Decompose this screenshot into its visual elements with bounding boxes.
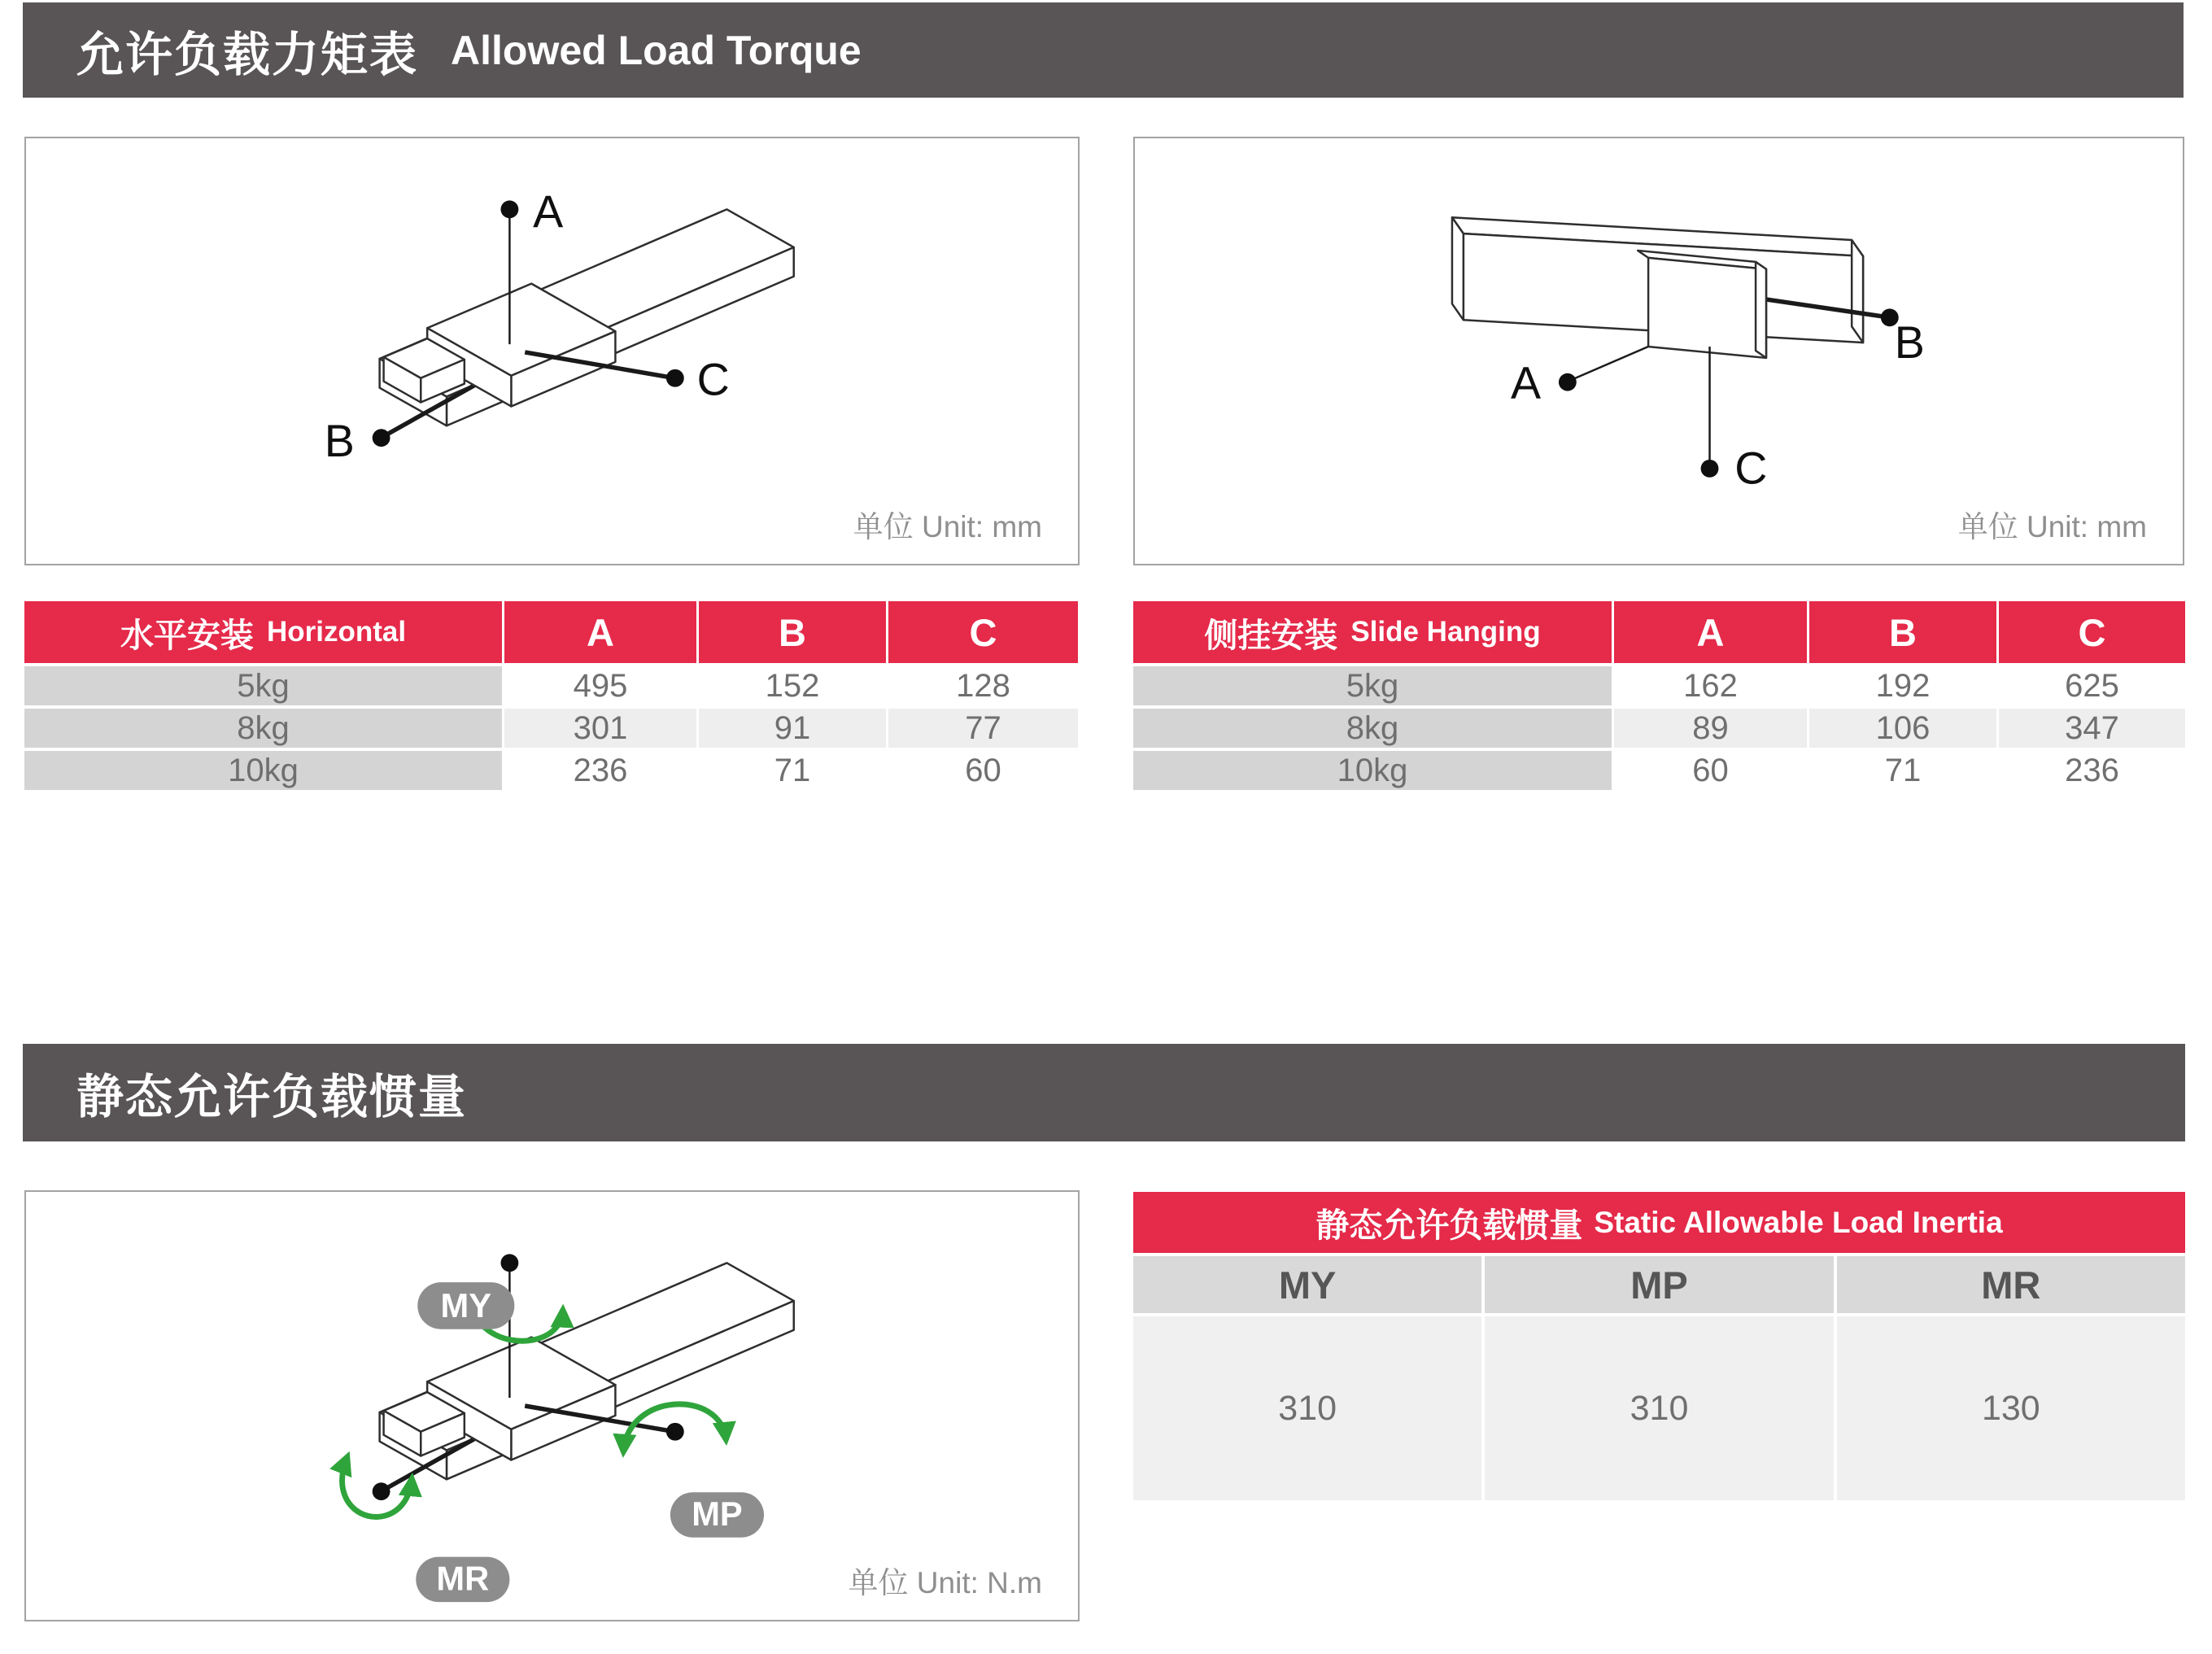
inertia-subheader-row — [1133, 1256, 2185, 1313]
horizontal-mount-diagram-panel — [24, 137, 1080, 565]
b-axis-dot — [373, 429, 390, 447]
mr-badge — [416, 1557, 509, 1603]
value-cell-b: 71 — [699, 751, 886, 790]
c-axis-dot — [1701, 460, 1719, 478]
table-row — [24, 709, 1078, 748]
slide-hanging-load-table — [1133, 601, 2185, 790]
unit-label-mm: 单位 Unit: mm — [853, 510, 1042, 543]
value-cell-c: 60 — [888, 751, 1078, 790]
header-slide-en: Slide Hanging — [1350, 616, 1541, 648]
section1-title-bar — [23, 2, 2184, 98]
value-cell-a: 162 — [1614, 666, 1807, 705]
header-col-b: B — [1809, 601, 1996, 663]
unit-label-nm: 单位 Unit: N.m — [848, 1566, 1042, 1599]
value-cell-c: 77 — [888, 709, 1078, 748]
my-badge — [417, 1282, 514, 1329]
inertia-col-mr: MR — [1837, 1256, 2185, 1313]
table-row — [24, 751, 1078, 790]
header-col-c: C — [888, 601, 1078, 663]
header-col-a: A — [504, 601, 696, 663]
c-axis-dot — [666, 369, 684, 387]
c-axis-label: C — [696, 354, 730, 405]
value-cell-a: 89 — [1614, 709, 1807, 748]
header-slide-hanging — [1133, 601, 1612, 663]
my-axis-dot — [500, 1254, 518, 1272]
mr-axis-dot — [373, 1482, 390, 1500]
header-horizontal-zh: 水平安装 — [120, 616, 254, 654]
table-row — [1133, 709, 2185, 748]
inertia-col-my: MY — [1133, 1256, 1481, 1313]
load-cell: 8kg — [1133, 709, 1612, 748]
load-cell: 8kg — [24, 709, 502, 748]
value-cell-c: 128 — [888, 666, 1078, 705]
header-horizontal — [24, 601, 502, 663]
mr-badge-label: MR — [436, 1559, 490, 1598]
a-axis-dot — [500, 200, 518, 218]
inertia-title-en: Static Allowable Load Inertia — [1594, 1205, 2003, 1239]
inertia-value-mp: 310 — [1485, 1316, 1833, 1500]
load-cell: 5kg — [24, 666, 502, 705]
table-row — [24, 666, 1078, 705]
inertia-value-my: 310 — [1133, 1316, 1481, 1500]
horizontal-load-table — [24, 601, 1078, 790]
load-cell: 10kg — [1133, 751, 1612, 790]
inertia-table — [1133, 1192, 2185, 1500]
c-axis-label: C — [1734, 443, 1768, 494]
value-cell-b: 192 — [1809, 666, 1996, 705]
value-cell-a: 60 — [1614, 751, 1807, 790]
value-cell-b: 71 — [1809, 751, 1996, 790]
a-axis-dot — [1559, 373, 1577, 391]
mp-badge — [670, 1492, 764, 1538]
a-axis-label: A — [533, 186, 564, 238]
inertia-values-row — [1133, 1316, 2185, 1500]
value-cell-b: 91 — [699, 709, 886, 748]
table-row — [1133, 751, 2185, 790]
inertia-title-zh: 静态允许负载惯量 — [1315, 1207, 1583, 1244]
value-cell-c: 236 — [1999, 751, 2185, 790]
section1-title-zh: 允许负载力矩表 — [76, 28, 419, 81]
inertia-value-mr: 130 — [1837, 1316, 2185, 1500]
section2-title-bar — [23, 1044, 2185, 1141]
value-cell-b: 106 — [1809, 709, 1996, 748]
value-cell-c: 625 — [1999, 666, 2185, 705]
mp-badge-label: MP — [692, 1494, 743, 1533]
section1-title-en: Allowed Load Torque — [451, 27, 862, 73]
slide-hanging-diagram-panel — [1133, 137, 2184, 565]
value-cell-a: 236 — [504, 751, 696, 790]
table-row — [1133, 666, 2185, 705]
load-cell: 5kg — [1133, 666, 1612, 705]
slider-block-drawing — [1638, 251, 1766, 358]
inertia-diagram — [26, 1192, 1078, 1620]
header-col-c: C — [1999, 601, 2185, 663]
header-col-a: A — [1614, 601, 1807, 663]
table-header-row — [1133, 601, 2185, 663]
table-header-row — [24, 601, 1078, 663]
value-cell-a: 301 — [504, 709, 696, 748]
b-axis-label: B — [324, 416, 355, 467]
a-axis-line — [1572, 347, 1648, 380]
header-slide-zh: 侧挂安装 — [1204, 616, 1338, 654]
inertia-col-mp: MP — [1485, 1256, 1833, 1313]
a-axis-label: A — [1511, 357, 1542, 408]
unit-label-mm: 单位 Unit: mm — [1957, 510, 2147, 543]
inertia-table-header — [1133, 1192, 2185, 1253]
section2-title-zh: 静态允许负载惯量 — [76, 1071, 468, 1124]
value-cell-a: 495 — [504, 666, 696, 705]
load-cell: 10kg — [24, 751, 502, 790]
header-horizontal-en: Horizontal — [266, 616, 407, 648]
header-col-b: B — [699, 601, 886, 663]
inertia-diagram-panel — [24, 1190, 1080, 1621]
mp-axis-dot — [666, 1423, 684, 1441]
my-badge-label: MY — [440, 1285, 492, 1325]
slide-hanging-diagram — [1135, 138, 2183, 564]
value-cell-b: 152 — [699, 666, 886, 705]
b-axis-label: B — [1894, 316, 1925, 368]
value-cell-c: 347 — [1999, 709, 2185, 748]
horizontal-mount-diagram — [26, 138, 1078, 564]
